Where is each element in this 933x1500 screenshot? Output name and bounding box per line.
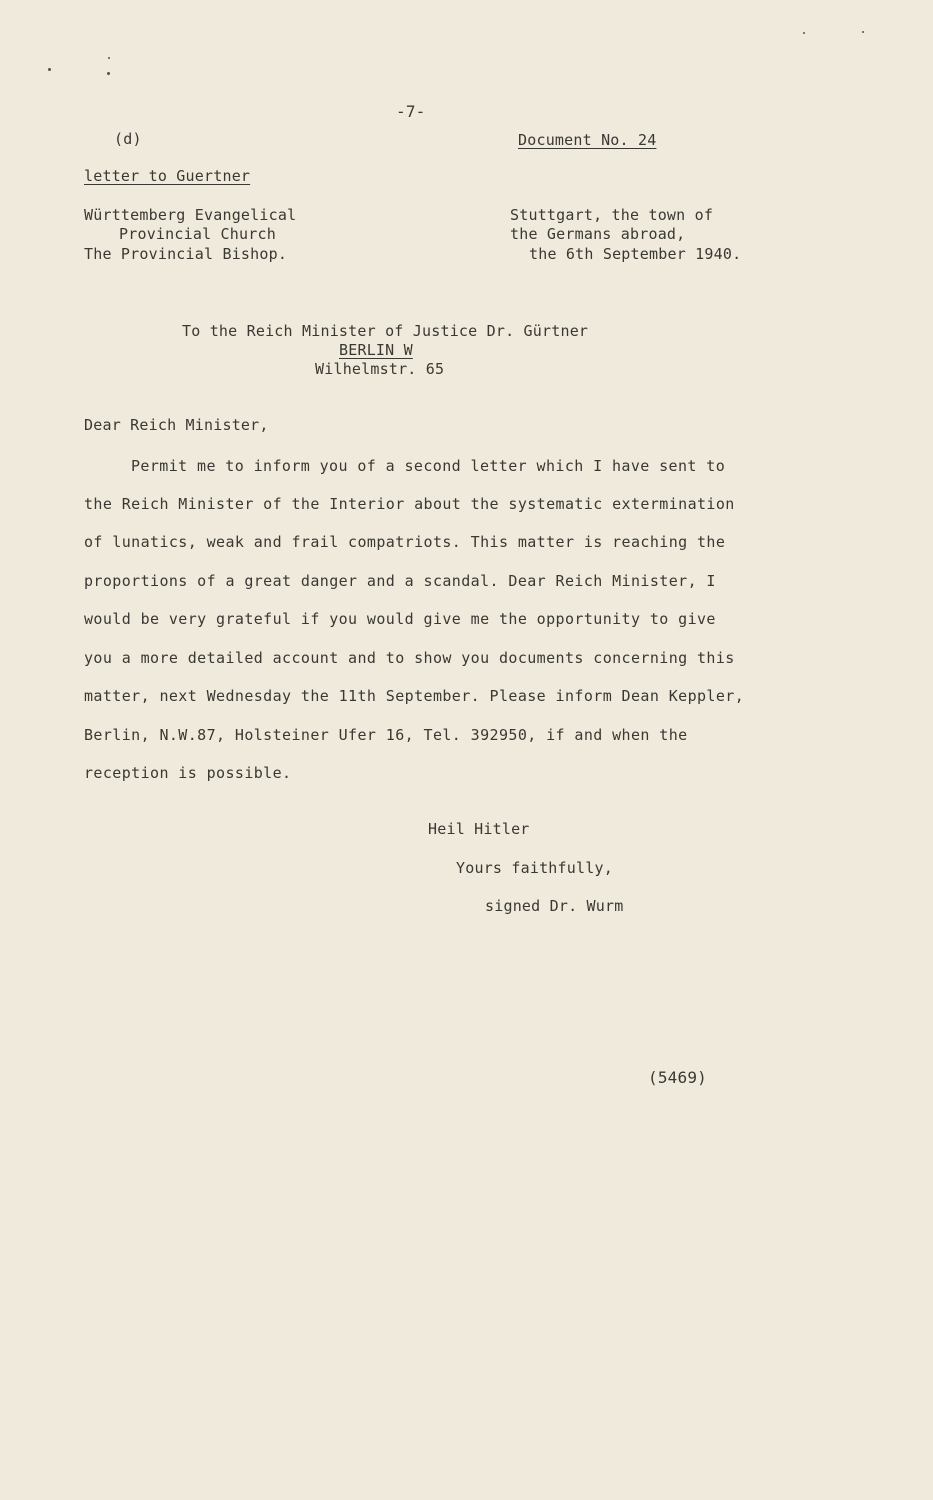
addressee-city: BERLIN W: [339, 341, 413, 359]
sender-line: Württemberg Evangelical: [84, 206, 297, 224]
section-label: (d): [114, 130, 142, 148]
sender-line: Provincial Church: [119, 225, 276, 243]
body-line: you a more detailed account and to show you documents concerning this: [84, 649, 735, 667]
body-line: of lunatics, weak and frail compatriots. This matter is reaching the: [84, 533, 726, 551]
subject-line: letter to Guertner: [84, 167, 251, 185]
document-number: Document No. 24: [518, 131, 657, 149]
body-line: proportions of a great danger and a scandal. Dear Reich Minister, I: [84, 572, 716, 590]
salutation: Dear Reich Minister,: [84, 416, 269, 434]
speck-mark: [803, 32, 805, 34]
body-line: would be very grateful if you would give me the opportunity to give: [84, 610, 716, 628]
closing-line: Yours faithfully,: [456, 859, 613, 877]
body-line: matter, next Wednesday the 11th September. Please inform Dean Keppler,: [84, 687, 745, 705]
speck-mark: [107, 72, 110, 75]
addressee-line: To the Reich Minister of Justice Dr. Gürtner: [182, 322, 589, 340]
sender-line: The Provincial Bishop.: [84, 245, 288, 263]
page-number: -7-: [396, 102, 426, 121]
body-line: reception is possible.: [84, 764, 292, 782]
speck-mark: [48, 68, 51, 71]
speck-mark: [862, 31, 864, 33]
closing-line: Heil Hitler: [428, 820, 530, 838]
place-date-line: the 6th September 1940.: [529, 245, 742, 263]
place-date-line: the Germans abroad,: [510, 225, 686, 243]
addressee-street: Wilhelmstr. 65: [315, 360, 445, 378]
body-line: Berlin, N.W.87, Holsteiner Ufer 16, Tel. 392950, if and when the: [84, 726, 688, 744]
place-date-line: Stuttgart, the town of: [510, 206, 714, 224]
body-line: the Reich Minister of the Interior about the systematic extermination: [84, 495, 735, 513]
speck-mark: [108, 57, 110, 59]
body-line: Permit me to inform you of a second letter which I have sent to: [131, 457, 726, 475]
footer-reference: (5469): [648, 1068, 707, 1087]
signature-line: signed Dr. Wurm: [485, 897, 624, 915]
